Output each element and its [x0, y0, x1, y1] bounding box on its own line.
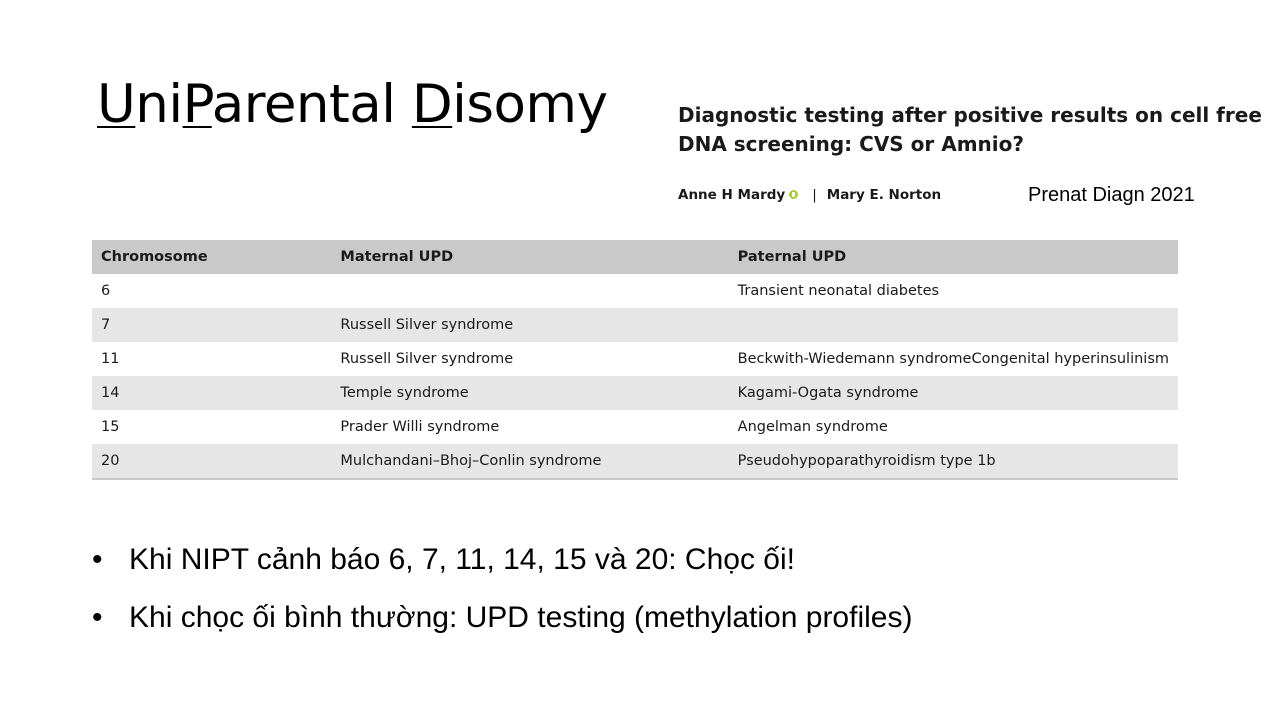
cell-chromosome: 14 [92, 376, 331, 410]
header-chromosome: Chromosome [92, 240, 331, 274]
bullet-marker: • [92, 601, 103, 634]
cell-paternal: Transient neonatal diabetes [729, 274, 1178, 308]
title-part: ni [135, 74, 183, 135]
upd-table [92, 240, 1178, 480]
cell-maternal [331, 274, 728, 308]
orcid-icon [789, 190, 798, 199]
table-row [92, 274, 1178, 308]
table-row [92, 376, 1178, 410]
cell-chromosome: 6 [92, 274, 331, 308]
table-row [92, 342, 1178, 376]
header-maternal-upd: Maternal UPD [331, 240, 728, 274]
cell-chromosome: 15 [92, 410, 331, 444]
cell-paternal: Beckwith-Wiedemann syndromeCongenital hyperinsulinism [729, 342, 1178, 376]
cell-maternal: Mulchandani–Bhoj–Conlin syndrome [331, 444, 728, 479]
cell-paternal: Angelman syndrome [729, 410, 1178, 444]
author-2: Mary E. Norton [826, 187, 942, 203]
slide-title [97, 74, 607, 135]
cell-chromosome: 7 [92, 308, 331, 342]
cell-maternal: Temple syndrome [331, 376, 728, 410]
bullet-text: Khi NIPT cảnh báo 6, 7, 11, 14, 15 và 20: Chọc ối! [129, 543, 795, 576]
cell-chromosome: 11 [92, 342, 331, 376]
table-row [92, 444, 1178, 479]
table-row [92, 308, 1178, 342]
title-part: isomy [452, 74, 608, 135]
author-1: Anne H Mardy [678, 187, 786, 203]
cell-chromosome: 20 [92, 444, 331, 479]
cell-maternal: Russell Silver syndrome [331, 342, 728, 376]
bullet-item [92, 535, 912, 593]
cell-maternal: Russell Silver syndrome [331, 308, 728, 342]
title-part: U [97, 74, 136, 135]
title-part: D [411, 74, 453, 135]
cell-paternal: Kagami-Ogata syndrome [729, 376, 1178, 410]
paper-citation: Prenat Diagn 2021 [1028, 184, 1195, 206]
cell-paternal: Pseudohypoparathyroidism type 1b [729, 444, 1178, 479]
cell-paternal [729, 308, 1178, 342]
paper-authors [678, 187, 941, 203]
paper-title: Diagnostic testing after positive results on cell free DNA screening: CVS or Amnio? [678, 103, 1262, 156]
title-part: P [182, 74, 212, 135]
cell-maternal: Prader Willi syndrome [331, 410, 728, 444]
author-separator: | [812, 187, 817, 203]
table-row [92, 410, 1178, 444]
table-header-row [92, 240, 1178, 274]
bullet-marker: • [92, 543, 103, 576]
header-paternal-upd: Paternal UPD [729, 240, 1178, 274]
bullet-item [92, 593, 912, 651]
title-part: arental [211, 74, 412, 135]
bullet-list [92, 535, 912, 651]
bullet-text: Khi chọc ối bình thường: UPD testing (methylation profiles) [129, 601, 913, 634]
